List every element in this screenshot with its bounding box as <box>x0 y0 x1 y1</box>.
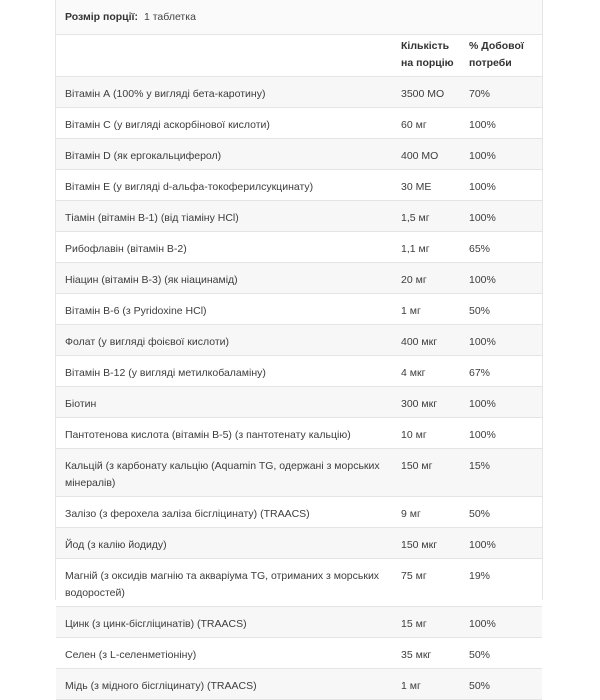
nutrient-amount: 20 мг <box>392 263 465 294</box>
nutrient-amount: 35 мкг <box>392 638 465 669</box>
table-header-row <box>56 35 542 77</box>
nutrient-name: Залізо (з ферохела заліза бісгліцинату) (TRAACS) <box>56 497 392 528</box>
nutrient-amount: 15 мг <box>392 607 465 638</box>
nutrient-name: Кальцій (з карбонату кальцію (Aquamin TG, одержані з морських мінералів) <box>56 449 392 497</box>
table-row <box>56 325 542 356</box>
table-row <box>56 559 542 607</box>
serving-size-value: 1 таблетка <box>143 11 196 23</box>
nutrient-name: Йод (з калію йодиду) <box>56 528 392 559</box>
nutrient-name: Біотин <box>56 387 392 418</box>
daily-value-column-header: % Добової потреби <box>465 35 542 77</box>
nutrient-daily-value: 65% <box>465 232 542 263</box>
nutrient-name: Вітамін А (100% у вигляді бета-каротину) <box>56 77 392 108</box>
nutrient-amount: 1 мг <box>392 669 465 700</box>
nutrient-daily-value: 100% <box>465 607 542 638</box>
nutrient-amount: 1,5 мг <box>392 201 465 232</box>
table-row <box>56 497 542 528</box>
table-row <box>56 669 542 700</box>
nutrient-daily-value: 100% <box>465 528 542 559</box>
nutrient-daily-value: 100% <box>465 387 542 418</box>
nutrient-name: Ніацин (вітамін В-3) (як ніацинамід) <box>56 263 392 294</box>
amount-column-header: Кількість на порцію <box>392 35 465 77</box>
nutrient-daily-value: 100% <box>465 325 542 356</box>
nutrient-amount: 30 МЕ <box>392 170 465 201</box>
table-row <box>56 387 542 418</box>
table-row <box>56 232 542 263</box>
table-row <box>56 356 542 387</box>
nutrient-name: Фолат (у вигляді фоієвої кислоти) <box>56 325 392 356</box>
table-row <box>56 263 542 294</box>
nutrient-amount: 4 мкг <box>392 356 465 387</box>
nutrient-amount: 1,1 мг <box>392 232 465 263</box>
nutrient-daily-value: 70% <box>465 77 542 108</box>
nutrient-name: Вітамін С (у вигляді аскорбінової кислоти) <box>56 108 392 139</box>
nutrient-amount: 150 мг <box>392 449 465 497</box>
nutrient-amount: 1 мг <box>392 294 465 325</box>
nutrient-name: Вітамін В-12 (у вигляді метилкобаламіну) <box>56 356 392 387</box>
nutrient-daily-value: 50% <box>465 669 542 700</box>
nutrient-name: Вітамін В-6 (з Pyridoxine HCl) <box>56 294 392 325</box>
nutrient-rows <box>56 77 542 700</box>
nutrient-daily-value: 100% <box>465 170 542 201</box>
nutrient-name: Пантотенова кислота (вітамін В-5) (з пантотенату кальцію) <box>56 418 392 449</box>
nutrient-daily-value: 100% <box>465 108 542 139</box>
table-row <box>56 108 542 139</box>
nutrient-daily-value: 50% <box>465 294 542 325</box>
nutrient-name: Магній (з оксидів магнію та акваріума TG, отриманих з морських водоростей) <box>56 559 392 607</box>
serving-size-label: Розмір порції: <box>65 11 138 23</box>
table-row <box>56 449 542 497</box>
table-row <box>56 201 542 232</box>
nutrient-name: Цинк (з цинк-бісгліцинатів) (TRAACS) <box>56 607 392 638</box>
table-row <box>56 638 542 669</box>
nutrient-column-header <box>56 35 392 77</box>
nutrient-daily-value: 15% <box>465 449 542 497</box>
nutrient-name: Селен (з L-селенметіоніну) <box>56 638 392 669</box>
supplement-facts-panel <box>55 0 543 692</box>
nutrient-name: Мідь (з мідного бісгліцинату) (TRAACS) <box>56 669 392 700</box>
nutrient-daily-value: 100% <box>465 201 542 232</box>
table-row <box>56 418 542 449</box>
nutrient-name: Тіамін (вітамін В-1) (від тіаміну HCl) <box>56 201 392 232</box>
nutrient-name: Вітамін Е (у вигляді d-альфа-токоферилсукцинату) <box>56 170 392 201</box>
nutrient-amount: 60 мг <box>392 108 465 139</box>
nutrient-amount: 300 мкг <box>392 387 465 418</box>
nutrient-daily-value: 100% <box>465 139 542 170</box>
nutrient-amount: 150 мкг <box>392 528 465 559</box>
table-row <box>56 528 542 559</box>
nutrient-name: Рибофлавін (вітамін В-2) <box>56 232 392 263</box>
nutrient-name: Вітамін D (як ергокальциферол) <box>56 139 392 170</box>
table-row <box>56 77 542 108</box>
nutrient-daily-value: 19% <box>465 559 542 607</box>
table-row <box>56 170 542 201</box>
nutrient-daily-value: 67% <box>465 356 542 387</box>
table-row <box>56 139 542 170</box>
table-row <box>56 607 542 638</box>
nutrient-amount: 9 мг <box>392 497 465 528</box>
nutrient-amount: 400 мкг <box>392 325 465 356</box>
nutrient-daily-value: 100% <box>465 418 542 449</box>
nutrient-daily-value: 50% <box>465 638 542 669</box>
nutrient-amount: 75 мг <box>392 559 465 607</box>
nutrient-amount: 10 мг <box>392 418 465 449</box>
nutrient-daily-value: 100% <box>465 263 542 294</box>
nutrient-amount: 400 МО <box>392 139 465 170</box>
table-row <box>56 294 542 325</box>
serving-size-row <box>56 0 542 35</box>
nutrient-amount: 3500 МО <box>392 77 465 108</box>
nutrient-daily-value: 50% <box>465 497 542 528</box>
nutrient-table <box>56 35 542 700</box>
